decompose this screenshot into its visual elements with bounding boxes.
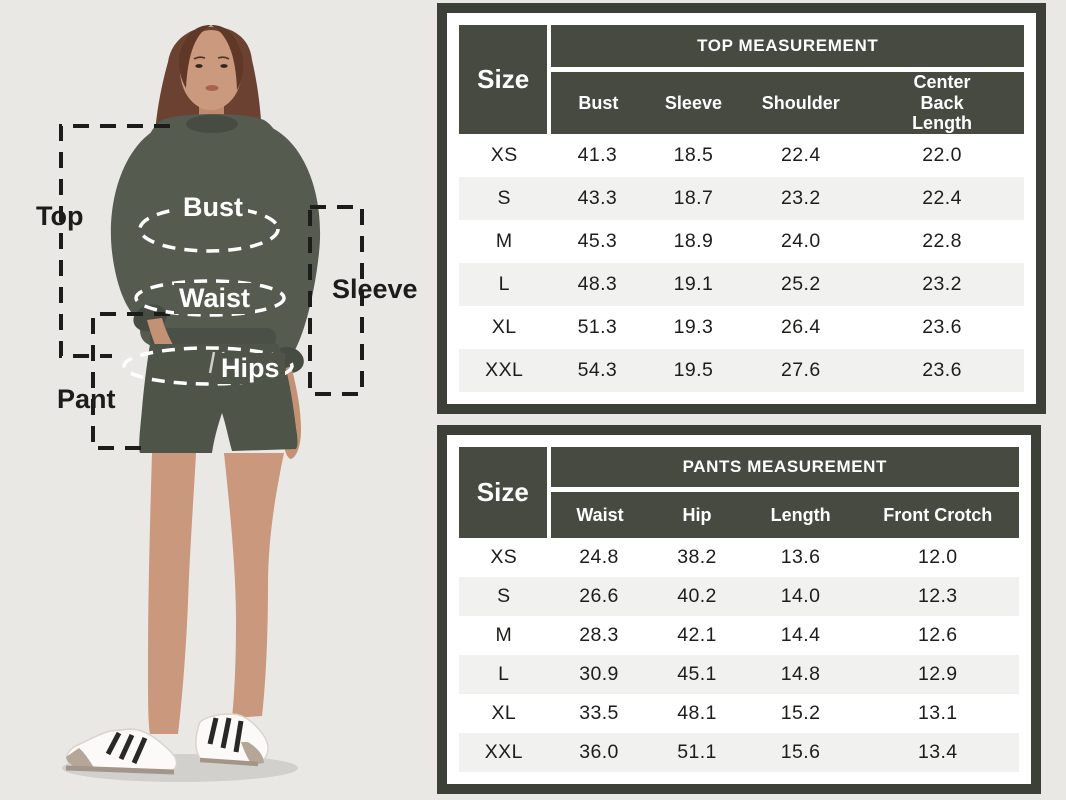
table-title: PANTS MEASUREMENT	[549, 447, 1019, 490]
table-row	[459, 306, 1024, 349]
size-cell: XS	[490, 546, 518, 568]
value-cell: 14.8	[780, 663, 821, 685]
value-cell: 12.0	[918, 546, 958, 568]
value-cell: 23.2	[922, 273, 962, 295]
top-measurement-table	[437, 3, 1046, 414]
value-cell: 54.3	[577, 358, 618, 381]
top-label: Top	[36, 201, 84, 231]
table-row	[459, 220, 1024, 263]
value-cell: 33.5	[579, 702, 619, 724]
value-cell: 43.3	[577, 187, 618, 210]
table-row	[459, 616, 1019, 655]
value-cell: 45.1	[677, 663, 717, 685]
value-cell: 14.4	[780, 624, 821, 646]
sleeve-label: Sleeve	[332, 274, 418, 304]
model-lips	[206, 85, 219, 91]
column-header-waist: Waist	[549, 490, 650, 539]
value-cell: 41.3	[577, 144, 618, 167]
model-leg-left	[148, 453, 196, 734]
hips-label: Hips	[216, 353, 285, 384]
model-eye	[220, 64, 227, 68]
model-figure	[0, 0, 437, 800]
value-cell: 36.0	[579, 741, 619, 763]
size-cell: M	[495, 230, 513, 253]
size-cell: XXL	[485, 358, 524, 381]
sneaker-left	[66, 729, 177, 773]
bust-label: Bust	[178, 192, 248, 223]
value-cell: 13.1	[918, 702, 958, 724]
value-cell: 22.4	[922, 187, 962, 210]
size-column-header: Size	[459, 25, 549, 134]
size-cell: S	[497, 187, 511, 210]
value-cell: 22.0	[922, 144, 962, 167]
table-row	[459, 694, 1019, 733]
value-cell: 18.9	[673, 230, 714, 253]
value-cell: 48.1	[677, 702, 717, 724]
table-row	[459, 538, 1019, 577]
value-cell: 15.2	[780, 702, 821, 724]
table-row	[459, 733, 1019, 772]
value-cell: 23.6	[922, 358, 962, 381]
top-size-table	[459, 25, 1024, 392]
value-cell: 13.4	[918, 741, 958, 763]
sweatshirt-collar	[186, 115, 238, 133]
value-cell: 51.1	[677, 741, 717, 763]
value-cell: 51.3	[577, 315, 618, 338]
waist-label: Waist	[174, 283, 255, 314]
column-header-bust: Bust	[549, 70, 645, 135]
value-cell: 19.5	[673, 358, 714, 381]
value-cell: 24.8	[579, 546, 619, 568]
value-cell: 23.6	[922, 315, 962, 338]
table-row	[459, 577, 1019, 616]
value-cell: 14.0	[780, 585, 821, 607]
value-cell: 26.6	[579, 585, 619, 607]
size-cell: S	[497, 585, 511, 607]
value-cell: 25.2	[781, 273, 821, 295]
column-header-length: Length	[745, 490, 857, 539]
value-cell: 18.5	[673, 144, 714, 167]
table-row	[459, 655, 1019, 694]
table-row	[459, 349, 1024, 392]
value-cell: 13.6	[780, 546, 821, 568]
value-cell: 42.1	[677, 624, 717, 646]
value-cell: 18.7	[673, 187, 714, 210]
value-cell: 12.6	[918, 624, 958, 646]
column-header-center-back-length: Center Back Length	[860, 70, 1024, 135]
pant-label: Pant	[57, 384, 116, 414]
column-header-front-crotch: Front Crotch	[857, 490, 1019, 539]
value-cell: 38.2	[677, 546, 717, 568]
table-row	[459, 134, 1024, 177]
size-cell: XXL	[484, 741, 523, 763]
sneaker-right	[196, 714, 268, 765]
table-row	[459, 263, 1024, 306]
value-cell: 23.2	[781, 187, 821, 210]
size-column-header: Size	[459, 447, 549, 538]
pants-size-table	[459, 447, 1019, 772]
model-leg-right	[224, 453, 284, 718]
value-cell: 45.3	[577, 230, 618, 253]
pants-measurement-table	[437, 425, 1041, 794]
size-cell: XL	[491, 702, 517, 724]
value-cell: 40.2	[677, 585, 717, 607]
value-cell: 30.9	[579, 663, 619, 685]
size-cell: XS	[490, 144, 518, 167]
value-cell: 27.6	[781, 358, 821, 381]
column-header-shoulder: Shoulder	[741, 70, 860, 135]
value-cell: 22.8	[922, 230, 962, 253]
value-cell: 19.3	[673, 315, 714, 338]
table-row	[459, 177, 1024, 220]
size-cell: M	[495, 624, 513, 646]
value-cell: 26.4	[781, 315, 821, 338]
model-eye	[195, 64, 202, 68]
column-header-sleeve: Sleeve	[645, 70, 741, 135]
pants-table-body	[459, 538, 1019, 772]
value-cell: 24.0	[781, 230, 821, 253]
size-cell: L	[498, 273, 510, 295]
top-table-body	[459, 134, 1024, 392]
value-cell: 22.4	[781, 144, 821, 167]
value-cell: 19.1	[673, 273, 714, 295]
value-cell: 12.3	[918, 585, 958, 607]
value-cell: 12.9	[918, 663, 958, 685]
table-title: TOP MEASUREMENT	[549, 25, 1024, 70]
value-cell: 15.6	[780, 741, 821, 763]
column-header-hip: Hip	[649, 490, 744, 539]
value-cell: 48.3	[577, 273, 618, 295]
size-cell: XL	[491, 315, 517, 338]
size-cell: L	[498, 663, 510, 685]
value-cell: 28.3	[579, 624, 619, 646]
